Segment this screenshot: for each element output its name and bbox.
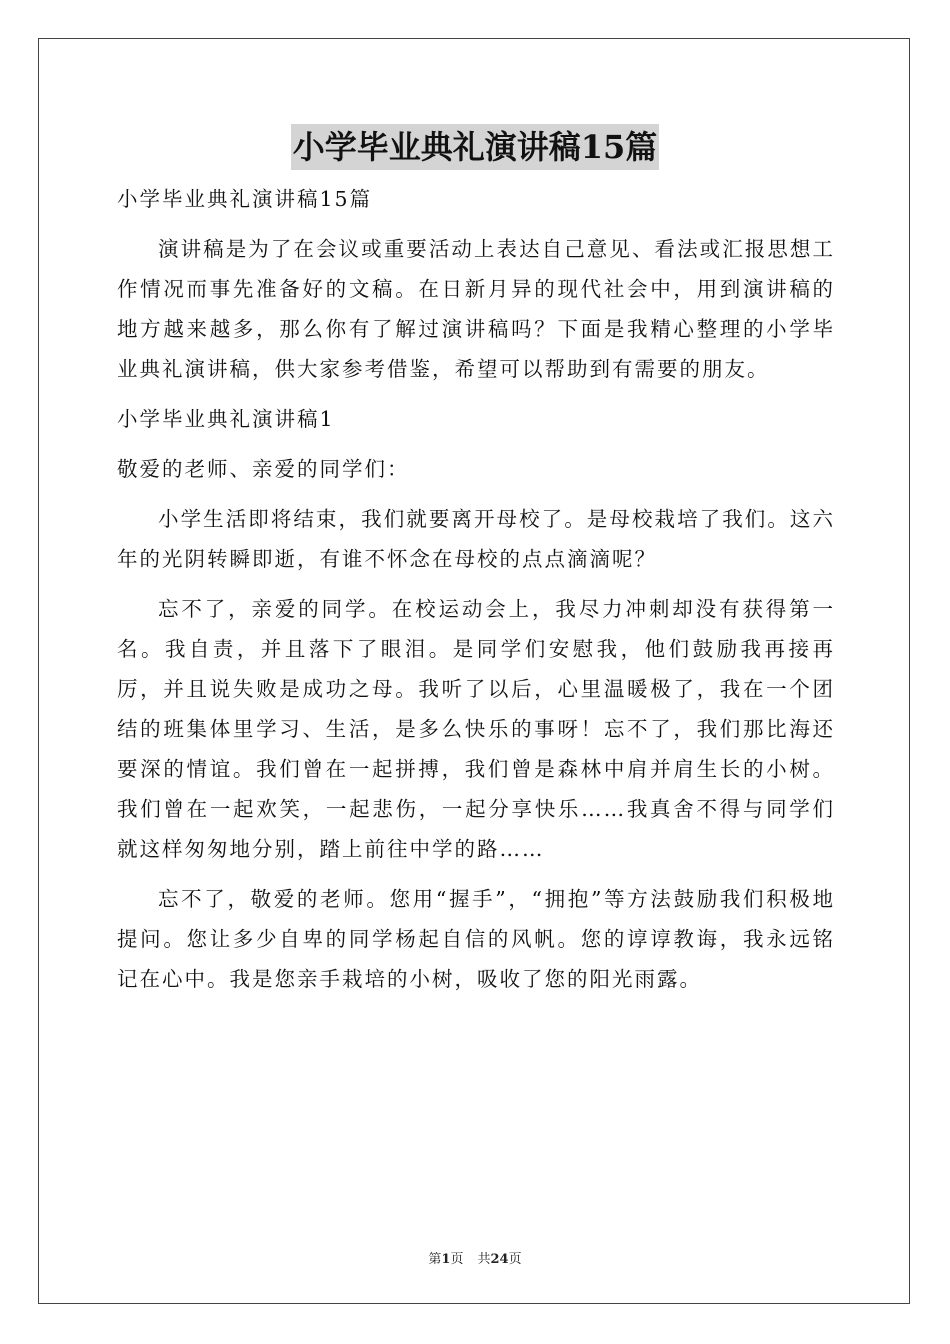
paragraph-body: 小学生活即将结束，我们就要离开母校了。是母校栽培了我们。这六年的光阴转瞬即逝，有谁不怀念在母校的点点滴滴呢？ [117, 507, 835, 571]
page-prefix: 第 [428, 1252, 442, 1267]
paragraph-intro: 演讲稿是为了在会议或重要活动上表达自己意见、看法或汇报思想工作情况而事先准备好的文稿。在日新月异的现代社会中，用到演讲稿的地方越来越多，那么你有了解过演讲稿吗？下面是我精心整理的小学毕业典礼演讲稿，供大家参考借鉴，希望可以帮助到有需要的朋友。 [117, 237, 835, 381]
title-container [0, 124, 950, 170]
page-footer [0, 1248, 950, 1267]
paragraph-body: 忘不了，亲爱的同学。在校运动会上，我尽力冲刺却没有获得第一名。我自责，并且落下了眼泪。是同学们安慰我，他们鼓励我再接再厉，并且说失败是成功之母。我听了以后，心里温暖极了，我在一个团结的班集体里学习、生活，是多么快乐的事呀！忘不了，我们那比海还要深的情谊。我们曾在一起拼搏，我们曾是森林中肩并肩生长的小树。我们曾在一起欢笑，一起悲伤，一起分享快乐……我真舍不得与同学们就这样匆匆地分别，踏上前往中学的路…… [117, 597, 835, 861]
total-suffix: 页 [508, 1252, 522, 1267]
paragraph-subtitle: 小学毕业典礼演讲稿15篇 [117, 187, 373, 211]
document-title: 小学毕业典礼演讲稿15篇 [291, 124, 660, 170]
paragraph-section-heading: 小学毕业典礼演讲稿1 [117, 407, 335, 431]
document-body [117, 179, 835, 1009]
page-number: 1 [441, 1252, 451, 1267]
paragraph-body: 忘不了，敬爱的老师。您用“握手”，“拥抱”等方法鼓励我们积极地提问。您让多少自卑的同学杨起自信的风帆。您的谆谆教诲，我永远铭记在心中。我是您亲手栽培的小树，吸收了您的阳光雨露。 [117, 887, 835, 991]
total-prefix: 共 [477, 1252, 491, 1267]
paragraph-salutation: 敬爱的老师、亲爱的同学们： [117, 457, 410, 481]
page-suffix: 页 [450, 1252, 464, 1267]
total-pages: 24 [490, 1252, 509, 1267]
